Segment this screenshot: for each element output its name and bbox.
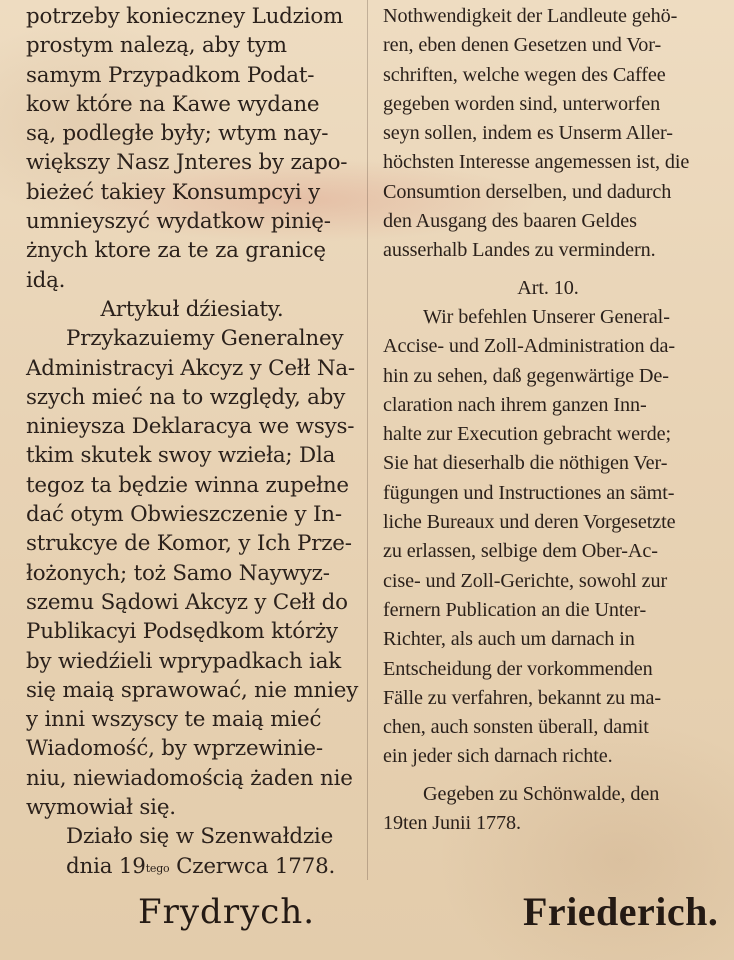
text-line: claration nach ihrem ganzen Inn- — [383, 393, 647, 416]
text-line: się maią sprawować, nie mniey — [26, 677, 359, 703]
polish-column — [26, 2, 358, 881]
date-line: 19ten Junii 1778. — [383, 812, 521, 835]
text-line: idą. — [26, 267, 66, 293]
spacer — [383, 772, 713, 780]
text-line: den Ausgang des baaren Geldes — [383, 210, 637, 233]
text-line: strukcye de Komor, y Ich Prze- — [26, 531, 352, 557]
text-line: szych mieć na to względy, aby — [26, 384, 346, 410]
text-line: Accise- und Zoll-Administration da- — [383, 335, 675, 358]
text-line: Sie hat dieserhalb die nöthigen Ver- — [383, 452, 668, 475]
text-line: ren, eben denen Gesetzen und Vor- — [383, 34, 662, 57]
text-line: Publikacyi Podsędkom którży — [26, 619, 338, 645]
text-line: Przykazuiemy Generalney — [66, 326, 344, 352]
text-line: ninieysza Deklaracya we wsys- — [26, 414, 355, 440]
text-line: seyn sollen, indem es Unserm Aller- — [383, 122, 673, 145]
text-line: potrzeby konieczney Ludziom — [26, 4, 344, 29]
german-column — [383, 2, 713, 838]
text-line: Wiadomość, by wprzewinie- — [26, 736, 323, 762]
text-line: żnych ktore za te za granicę — [26, 238, 326, 264]
text-line: dać otym Obwieszczenie y In- — [26, 502, 342, 528]
text-line: ein jeder sich darnach richte. — [383, 745, 613, 768]
spacer — [383, 266, 713, 274]
text-line: hin zu sehen, daß gegenwärtige De- — [383, 364, 669, 387]
text-line: liche Bureaux und deren Vorgesetzte — [383, 511, 676, 534]
text-line: kow które na Kawe wydane — [26, 91, 320, 117]
date-line: Gegeben zu Schönwalde, den — [423, 782, 660, 805]
text-line: łożonych; toż Samo Naywyz- — [26, 560, 330, 586]
text-line: Richter, als auch um darnach in — [383, 628, 635, 651]
date-line: Działo się w Szenwałdzie — [66, 824, 334, 850]
text-line: prostym nalezą, aby tym — [26, 33, 287, 59]
polish-paragraph-2 — [26, 324, 358, 822]
text-line: cise- und Zoll-Gerichte, sowohl zur — [383, 569, 668, 592]
text-line: większy Nasz Jnteres by zapo- — [26, 150, 348, 176]
date-line — [26, 852, 358, 881]
text-line: bieżeć takiey Konsumpcyi y — [26, 179, 320, 205]
signature-polish: Frydrych. — [138, 892, 316, 932]
signature-german: Friederich. — [523, 889, 719, 934]
text-line: ausserhalb Landes zu vermindern. — [383, 239, 656, 262]
text-line: szemu Sądowi Akcyz y Cełł do — [26, 589, 348, 615]
text-line: zu erlassen, selbige dem Ober-Ac- — [383, 540, 658, 563]
date-superscript: tego — [145, 861, 170, 875]
date-suffix: Czerwca 1778. — [169, 853, 336, 879]
text-line: schriften, welche wegen des Caffee — [383, 63, 666, 86]
text-line: są, podległe były; wtym nay- — [26, 121, 329, 147]
text-line: Wir befehlen Unserer General- — [423, 305, 670, 328]
text-line: Administracyi Akcyz y Cełł Na- — [26, 355, 355, 381]
text-line: chen, auch sonsten überall, damit — [383, 716, 649, 739]
text-line: by wiedźieli wprypadkach iak — [26, 648, 342, 674]
text-line: höchsten Interesse angemessen ist, die — [383, 151, 690, 174]
text-line: samym Przypadkom Podat- — [26, 62, 315, 88]
text-line: fernern Publication an die Unter- — [383, 598, 647, 621]
text-line: wymowiał się. — [26, 795, 176, 821]
text-line: Nothwendigkeit der Landleute gehö- — [383, 5, 678, 27]
polish-paragraph-1 — [26, 2, 358, 295]
article-heading: Art. 10. — [517, 276, 579, 299]
article-heading: Artykuł dźiesiaty. — [100, 296, 284, 322]
text-line: Entscheidung der vorkommenden — [383, 657, 653, 680]
text-line: umnieyszyć wydatkow pinię- — [26, 209, 331, 235]
text-line: niu, niewiadomością żaden nie — [26, 765, 353, 791]
text-line: tkim skutek swoy wzieła; Dla — [26, 443, 336, 469]
text-line: Consumtion derselben, und dadurch — [383, 180, 672, 203]
text-line: tegoz ta będzie winna zupełne — [26, 472, 349, 498]
text-line: fügungen und Instructiones an sämt- — [383, 481, 675, 504]
text-line: halte zur Execution gebracht werde; — [383, 423, 671, 446]
column-divider — [367, 0, 368, 880]
text-line: Fälle zu verfahren, bekannt zu ma- — [383, 686, 661, 709]
text-line: y inni wszyscy te maią mieć — [26, 707, 322, 733]
text-line: gegeben worden sind, unterworfen — [383, 92, 661, 115]
german-paragraph-1 — [383, 2, 713, 266]
german-paragraph-2 — [383, 303, 713, 772]
date-prefix: dnia 19 — [66, 853, 146, 879]
